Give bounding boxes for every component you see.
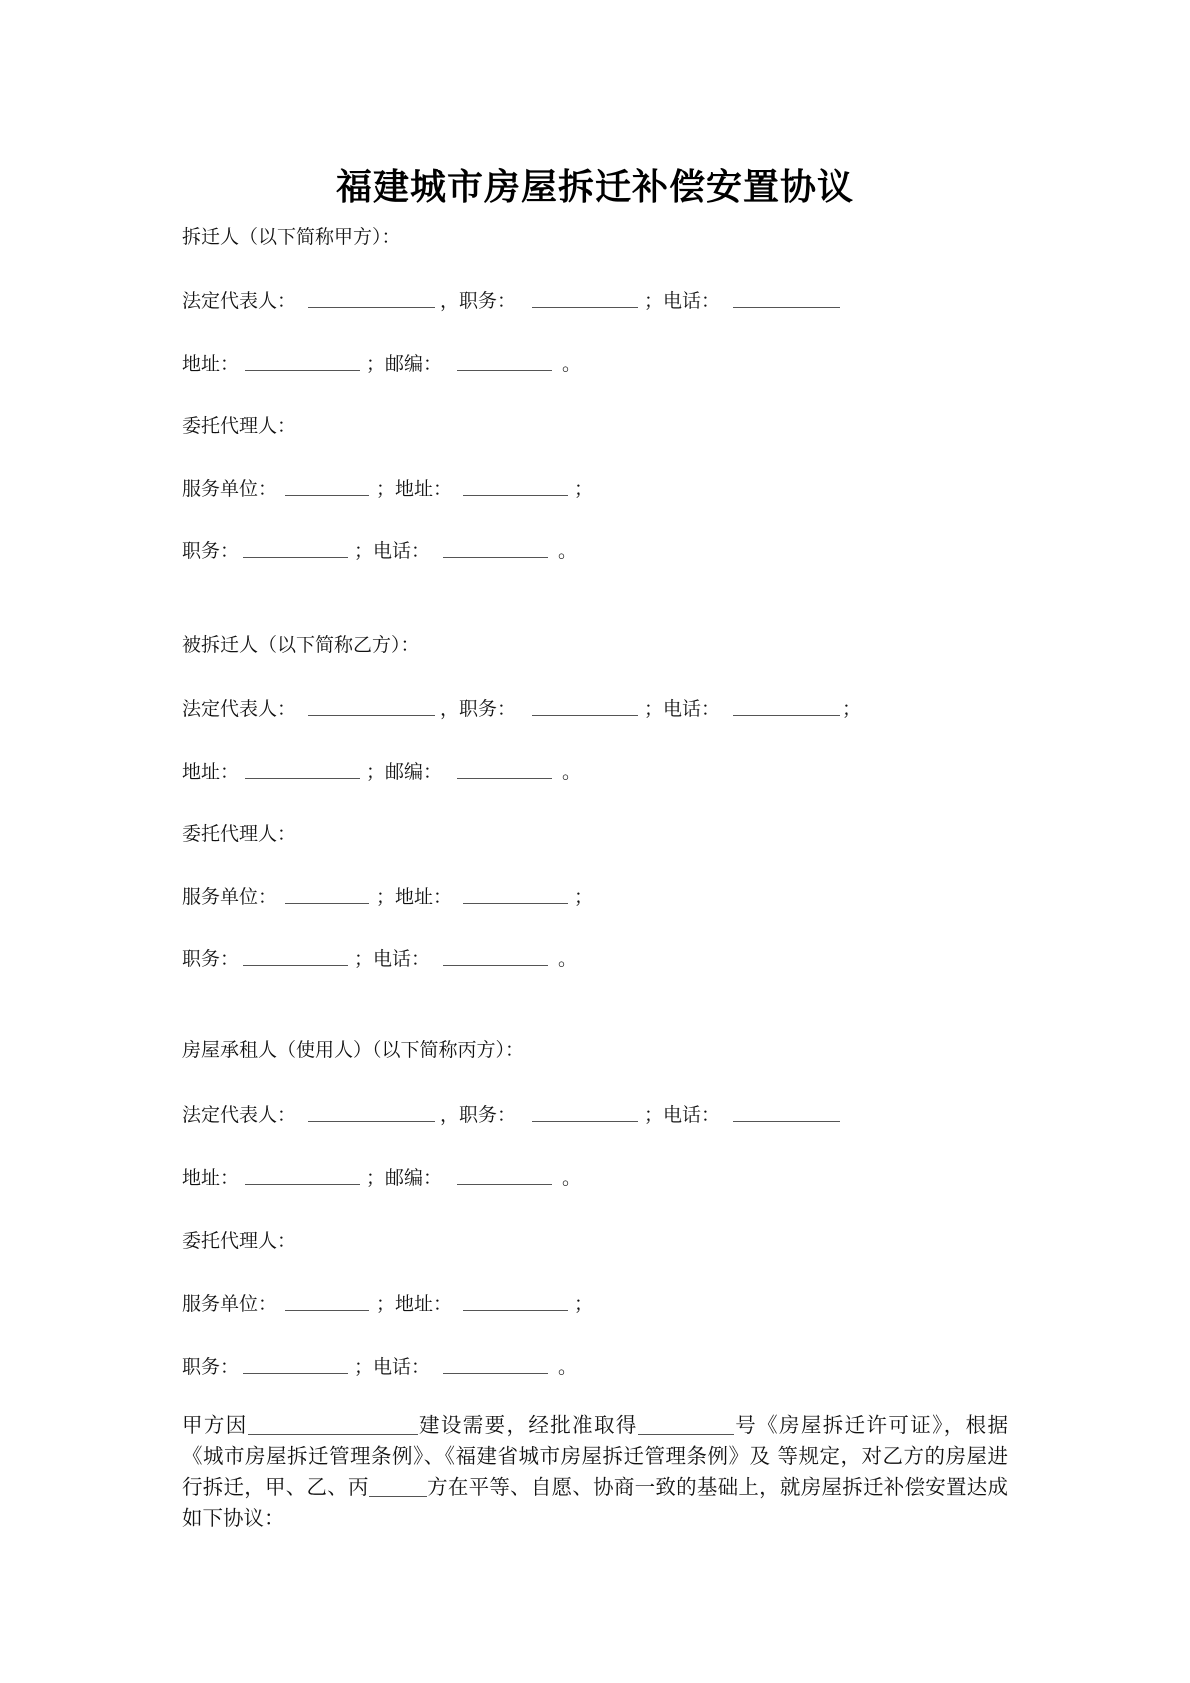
legal-rep-title-field[interactable] — [532, 715, 638, 716]
party-b-agent-title-row — [182, 944, 682, 974]
legal-rep-title-field[interactable] — [532, 307, 638, 308]
party-b-agent-unit-row — [182, 882, 682, 912]
party-a-legal-rep-row — [182, 286, 882, 316]
address-label: 地址： — [182, 1167, 240, 1189]
period: 。 — [562, 761, 582, 783]
title-label: ，职务： — [440, 698, 517, 720]
party-c-header: 房屋承租人（使用人）（以下简称丙方）： — [182, 1039, 525, 1061]
agent-address-field[interactable] — [463, 1310, 568, 1311]
semicolon: ； — [574, 478, 594, 500]
party-b-header: 被拆迁人（以下简称乙方）： — [182, 634, 420, 656]
period: 。 — [558, 948, 578, 970]
legal-rep-name-field[interactable] — [308, 715, 435, 716]
agent-title-field[interactable] — [243, 1373, 348, 1374]
party-b-address-row — [182, 757, 682, 787]
agent-title-label: 职务： — [182, 540, 240, 562]
party-a-agent-title-row — [182, 536, 682, 566]
preamble-text-3: 号《房屋拆迁许可证》，根据《城市房屋拆迁管理条例》、《福建省城市房屋拆迁管理条例》及 等规定，对乙方的房屋进行拆迁，甲、乙、丙 — [182, 1413, 1009, 1499]
semicolon: ； — [574, 1293, 594, 1315]
agent-title-label: 职务： — [182, 1356, 240, 1378]
legal-rep-name-field[interactable] — [308, 307, 435, 308]
legal-rep-title-field[interactable] — [532, 1121, 638, 1122]
preamble-text-4: 方在平等、自愿、协商一致的基础上，就房屋拆迁补偿安置达成如下协议： — [182, 1475, 1009, 1530]
semicolon: ； — [574, 886, 594, 908]
preamble-text-1: 甲方因 — [182, 1413, 248, 1437]
postcode-field[interactable] — [457, 370, 552, 371]
parties-field[interactable] — [369, 1476, 427, 1497]
legal-rep-phone-field[interactable] — [733, 1121, 840, 1122]
party-c-agent-header: 委托代理人： — [182, 1230, 297, 1252]
agent-phone-label: ；电话： — [354, 948, 431, 970]
agent-phone-label: ；电话： — [354, 1356, 431, 1378]
address-field[interactable] — [245, 370, 360, 371]
agent-address-label: ；地址： — [376, 1293, 453, 1315]
party-c-address-row — [182, 1163, 682, 1193]
postcode-label: ；邮编： — [366, 761, 443, 783]
agent-phone-label: ；电话： — [354, 540, 431, 562]
phone-label: ；电话： — [644, 698, 721, 720]
agent-address-label: ；地址： — [376, 886, 453, 908]
party-a-address-row — [182, 349, 682, 379]
party-c-legal-rep-row — [182, 1100, 882, 1130]
party-a-header: 拆迁人（以下简称甲方）： — [182, 226, 401, 248]
preamble-text-2: 建设需要，经批准取得 — [417, 1413, 638, 1437]
postcode-field[interactable] — [457, 1184, 552, 1185]
address-label: 地址： — [182, 353, 240, 375]
title-label: ，职务： — [440, 290, 517, 312]
document-title: 福建城市房屋拆迁补偿安置协议 — [335, 167, 854, 208]
legal-rep-label: 法定代表人： — [182, 698, 297, 720]
service-unit-label: 服务单位： — [182, 478, 278, 500]
postcode-label: ；邮编： — [366, 353, 443, 375]
service-unit-field[interactable] — [285, 903, 369, 904]
postcode-field[interactable] — [457, 778, 552, 779]
agent-phone-field[interactable] — [443, 1373, 548, 1374]
service-unit-label: 服务单位： — [182, 886, 278, 908]
period: 。 — [558, 540, 578, 562]
period: 。 — [562, 1167, 582, 1189]
postcode-label: ；邮编： — [366, 1167, 443, 1189]
agent-address-field[interactable] — [463, 903, 568, 904]
legal-rep-phone-field[interactable] — [733, 307, 840, 308]
service-unit-field[interactable] — [285, 495, 369, 496]
party-c-agent-title-row — [182, 1352, 682, 1382]
legal-rep-name-field[interactable] — [308, 1121, 435, 1122]
agent-phone-field[interactable] — [443, 965, 548, 966]
agent-title-field[interactable] — [243, 965, 348, 966]
party-b-legal-rep-row — [182, 694, 882, 724]
agent-title-label: 职务： — [182, 948, 240, 970]
party-a-agent-unit-row — [182, 474, 682, 504]
title-label: ，职务： — [440, 1104, 517, 1126]
legal-rep-label: 法定代表人： — [182, 1104, 297, 1126]
semicolon: ； — [842, 698, 862, 720]
address-label: 地址： — [182, 761, 240, 783]
address-field[interactable] — [245, 1184, 360, 1185]
party-b-agent-header: 委托代理人： — [182, 823, 297, 845]
agent-address-field[interactable] — [463, 495, 568, 496]
service-unit-label: 服务单位： — [182, 1293, 278, 1315]
permit-number-field[interactable] — [638, 1414, 734, 1435]
legal-rep-label: 法定代表人： — [182, 290, 297, 312]
agent-phone-field[interactable] — [443, 557, 548, 558]
phone-label: ；电话： — [644, 290, 721, 312]
project-name-field[interactable] — [248, 1414, 418, 1435]
address-field[interactable] — [245, 778, 360, 779]
agent-title-field[interactable] — [243, 557, 348, 558]
preamble-paragraph — [182, 1410, 1008, 1534]
agent-address-label: ；地址： — [376, 478, 453, 500]
period: 。 — [562, 353, 582, 375]
period: 。 — [558, 1356, 578, 1378]
service-unit-field[interactable] — [285, 1310, 369, 1311]
legal-rep-phone-field[interactable] — [733, 715, 840, 716]
party-a-agent-header: 委托代理人： — [182, 415, 297, 437]
party-c-agent-unit-row — [182, 1289, 682, 1319]
phone-label: ；电话： — [644, 1104, 721, 1126]
